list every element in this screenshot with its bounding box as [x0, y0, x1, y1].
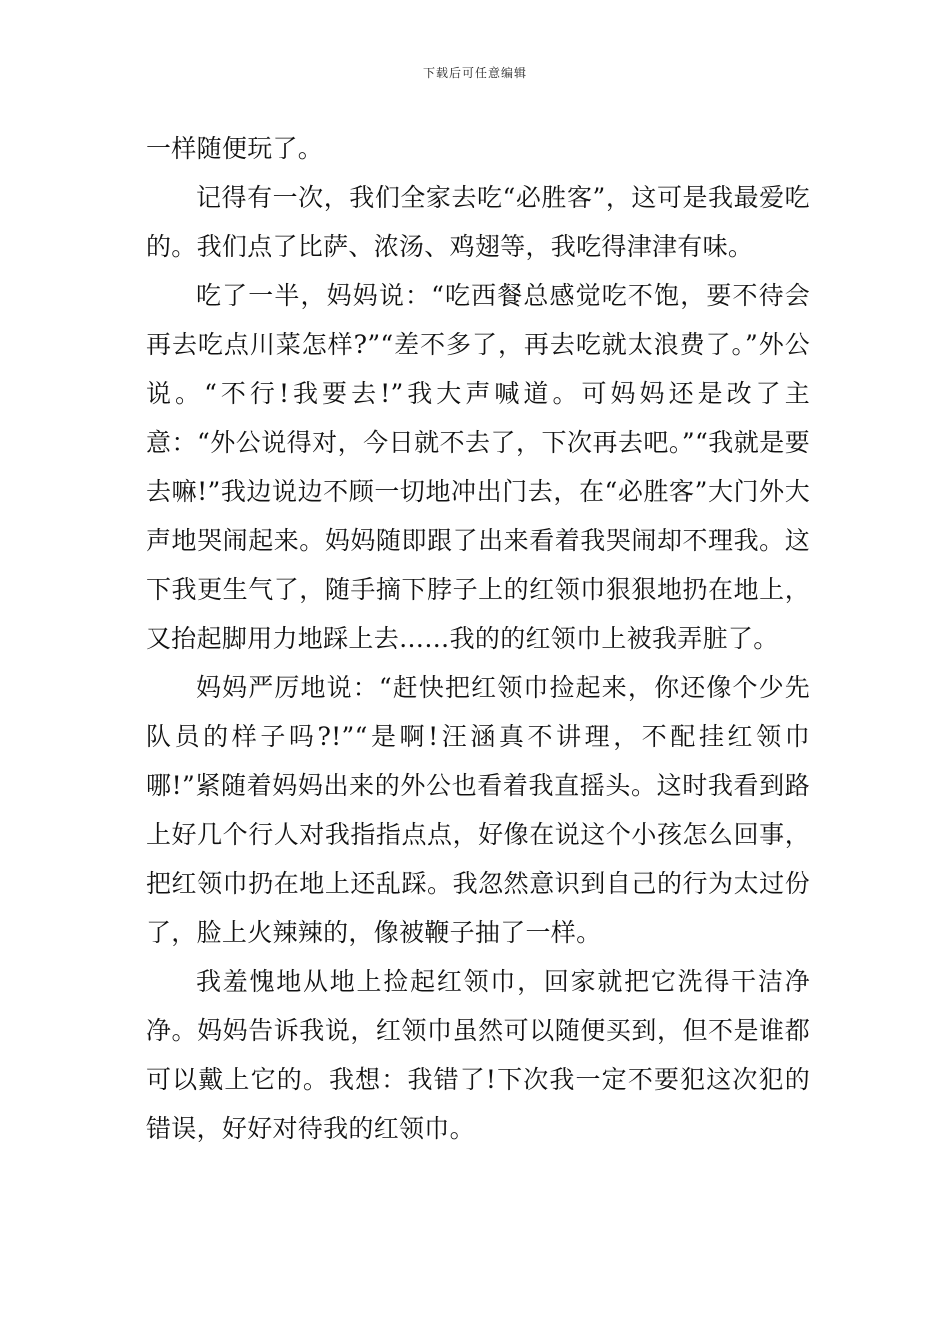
- paragraph: 妈妈严厉地说：“赶快把红领巾捡起来，你还像个少先队员的样子吗?!”“是啊!汪涵真不讲理，不配挂红领巾哪!”紧随着妈妈出来的外公也看着我直摇头。这时我看到路上好几个行人对我指指点点，好像在说这个小孩怎么回事，把红领巾扔在地上还乱踩。我忽然意识到自己的行为太过份了，脸上火辣辣的，像被鞭子抽了一样。: [146, 673, 810, 947]
- paragraph: 吃了一半，妈妈说：“吃西餐总感觉吃不饱，要不待会再去吃点川菜怎样?”“差不多了，再去吃就太浪费了。”外公说。“不行!我要去!”我大声喊道。可妈妈还是改了主意：“外公说得对，今日就不去了，下次再去吧。”“我就是要去嘛!”我边说边不顾一切地冲出门去，在“必胜客”大门外大声地哭闹起来。妈妈随即跟了出来看着我哭闹却不理我。这下我更生气了，随手摘下脖子上的红领巾狠狠地扔在地上，又抬起脚用力地踩上去……我的的红领巾上被我弄脏了。: [146, 281, 810, 653]
- paragraph: 我羞愧地从地上捡起红领巾，回家就把它洗得干洁净净。妈妈告诉我说，红领巾虽然可以随便买到，但不是谁都可以戴上它的。我想：我错了!下次我一定不要犯这次犯的错误，好好对待我的红领巾。: [146, 967, 810, 1143]
- document-body: [146, 124, 810, 1153]
- paragraph: 记得有一次，我们全家去吃“必胜客”，这可是我最爱吃的。我们点了比萨、浓汤、鸡翅等，我吃得津津有味。: [146, 183, 810, 261]
- paragraph-continuation: 一样随便玩了。: [146, 134, 324, 163]
- page-header: 下载后可任意编辑: [422, 66, 527, 80]
